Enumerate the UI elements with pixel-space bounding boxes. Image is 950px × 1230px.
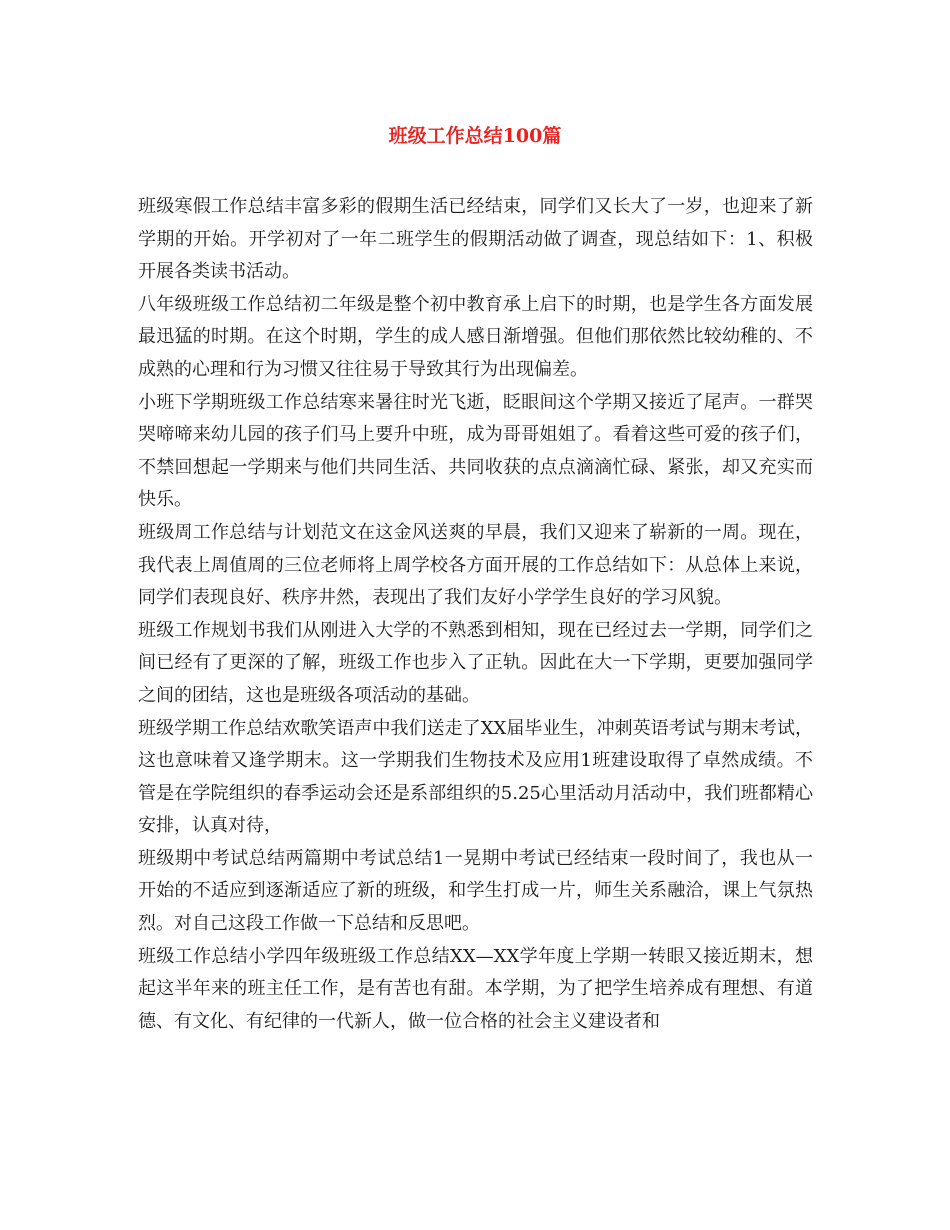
document-title: 班级工作总结100篇 — [388, 125, 562, 147]
paragraph: 八年级班级工作总结初二年级是整个初中教育承上启下的时期，也是学生各方面发展最迅猛的时期。在这个时期，学生的成人感日渐增强。但他们那依然比较幼稚的、不成熟的心理和行为习惯又往往易于导致其行为出现偏差。 — [138, 293, 813, 380]
paragraph: 班级工作规划书我们从刚进入大学的不熟悉到相知，现在已经过去一学期，同学们之间已经有了更深的了解，班级工作也步入了正轨。因此在大一下学期，更要加强同学之间的团结，这也是班级各项活动的基础。 — [138, 619, 813, 706]
paragraph: 班级周工作总结与计划范文在这金风送爽的早晨，我们又迎来了崭新的一周。现在，我代表上周值周的三位老师将上周学校各方面开展的工作总结如下：从总体上来说，同学们表现良好、秩序井然，表现出了我们友好小学学生良好的学习风貌。 — [138, 521, 813, 609]
paragraph: 班级工作总结小学四年级班级工作总结XX—XX学年度上学期一转眼又接近期末，想起这半年来的班主任工作，是有苦也有甜。本学期，为了把学生培养成有理想、有道德、有文化、有纪律的一代新人，做一位合格的社会主义建设者和 — [138, 945, 813, 1032]
paragraph: 班级学期工作总结欢歌笑语声中我们送走了XX届毕业生，冲刺英语考试与期末考试，这也意味着又逢学期末。这一学期我们生物技术及应用1班建设取得了卓然成绩。不管是在学院组织的春季运动会还是系部组织的5.25心里活动月活动中，我们班都精心安排，认真对待， — [138, 717, 813, 837]
paragraph: 班级寒假工作总结丰富多彩的假期生活已经结束，同学们又长大了一岁，也迎来了新学期的开始。开学初对了一年二班学生的假期活动做了调查，现总结如下：1、积极开展各类读书活动。 — [138, 196, 813, 283]
paragraph: 班级期中考试总结两篇期中考试总结1一晃期中考试已经结束一段时间了，我也从一开始的不适应到逐渐适应了新的班级，和学生打成一片，师生关系融洽，课上气氛热烈。对自己这段工作做一下总结和反思吧。 — [138, 847, 813, 935]
paragraph: 小班下学期班级工作总结寒来暑往时光飞逝，眨眼间这个学期又接近了尾声。一群哭哭啼啼来幼儿园的孩子们马上要升中班，成为哥哥姐姐了。看着这些可爱的孩子们，不禁回想起一学期来与他们共同生活、共同收获的点点滴滴忙碌、紧张，却又充实而快乐。 — [138, 391, 813, 511]
document-body — [138, 191, 813, 1038]
